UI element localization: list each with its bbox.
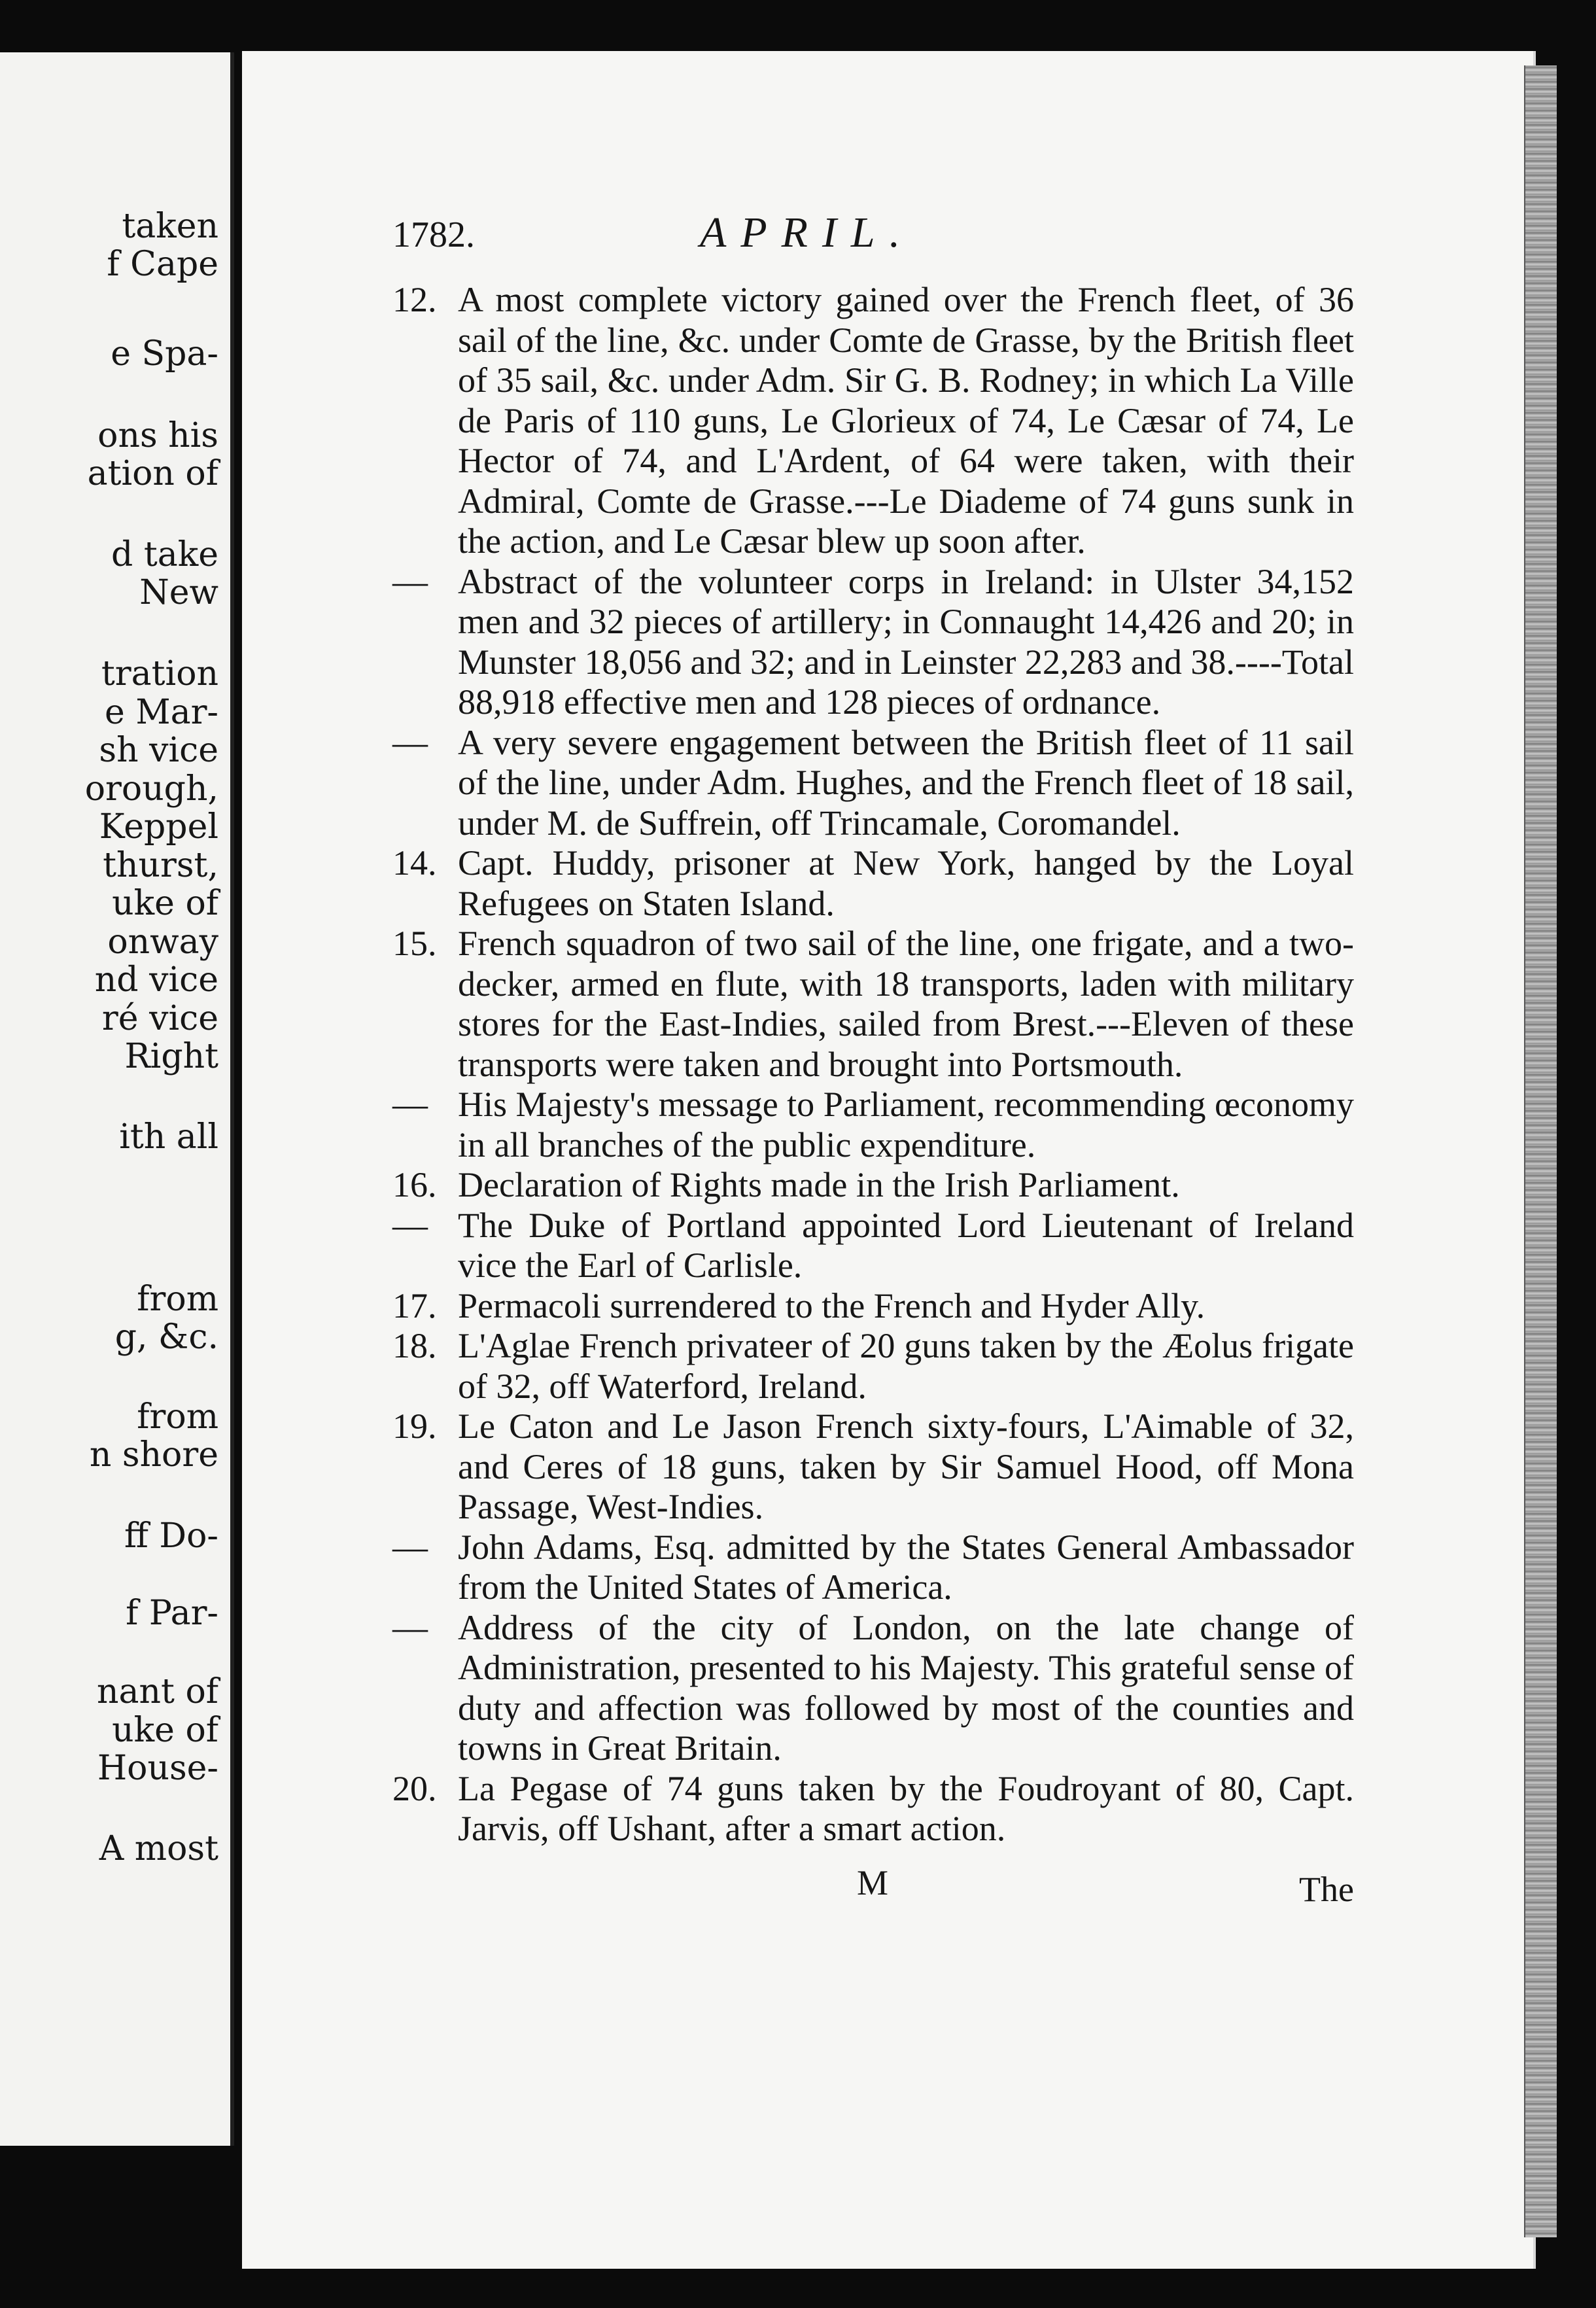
- left-page-fragment: Keppel: [99, 807, 218, 847]
- entry-item: [392, 924, 1354, 1085]
- entry-date: 14.: [392, 843, 437, 883]
- left-page-fragment: ff Do-: [124, 1516, 218, 1556]
- entry-date: —: [392, 1527, 428, 1567]
- left-page-fragment: f Cape: [107, 245, 218, 284]
- entry-text: Permacoli surrendered to the French and Hyder Ally.: [458, 1285, 1206, 1325]
- entry-date: 17.: [392, 1285, 437, 1325]
- left-page-fragment: n shore: [89, 1435, 218, 1475]
- left-page-fragment: g, &c.: [114, 1318, 218, 1357]
- entry-item: [392, 1206, 1354, 1286]
- entry-text: Address of the city of London, on the late change of Administration, presented to his Majesty. This grateful sense of duty and affection was followed by most of the counties and towns in Great Britain.: [458, 1607, 1354, 1768]
- left-page: [0, 52, 234, 2146]
- left-page-fragment: f Par-: [126, 1594, 218, 1633]
- entry-date: 15.: [392, 924, 437, 963]
- left-page-fragment: taken: [122, 207, 218, 246]
- left-page-fragment: d take: [111, 535, 218, 574]
- entry-date: 20.: [392, 1768, 437, 1808]
- left-page-fragment: tration: [101, 654, 218, 693]
- entry-date: —: [392, 722, 428, 762]
- left-page-fragment: from: [137, 1280, 218, 1319]
- entry-item: [392, 1528, 1354, 1608]
- entry-item: [392, 1769, 1354, 1849]
- entry-text: La Pegase of 74 guns taken by the Foudroyant of 80, Capt. Jarvis, off Ushant, after a smart action.: [458, 1768, 1354, 1848]
- entry-text: Declaration of Rights made in the Irish Parliament.: [458, 1165, 1180, 1204]
- entries-list: [392, 280, 1354, 1849]
- entry-item: [392, 1326, 1354, 1407]
- left-page-fragment: uke of: [112, 1711, 218, 1750]
- right-page: [242, 51, 1536, 2269]
- entry-item: [392, 1085, 1354, 1165]
- entry-item: [392, 280, 1354, 562]
- page-year: 1782.: [392, 215, 475, 255]
- entry-text: French squadron of two sail of the line, one frigate, and a two-decker, armed en flute, with 18 transports, laden with military stores for the East-Indies, sailed from Brest.---Eleven of these transports were taken and brought into Portsmouth.: [458, 924, 1354, 1084]
- entry-text: John Adams, Esq. admitted by the States General Ambassador from the United States of America.: [458, 1527, 1354, 1607]
- page-edge: [1524, 65, 1557, 2237]
- page-month: APRIL.: [700, 209, 915, 256]
- entry-item: [392, 1608, 1354, 1769]
- left-page-fragment: from: [137, 1397, 218, 1437]
- catchword: The: [1299, 1869, 1354, 1909]
- entry-date: —: [392, 561, 428, 601]
- left-page-fragment: ation of: [87, 454, 218, 493]
- entry-date: —: [392, 1205, 428, 1245]
- page-content: [392, 208, 1354, 1921]
- left-page-fragment: A most: [99, 1829, 218, 1868]
- left-page-fragment: nant of: [97, 1672, 218, 1711]
- page-header: [392, 208, 1354, 280]
- entry-date: —: [392, 1607, 428, 1647]
- signature-mark: M: [857, 1862, 889, 1902]
- entry-item: [392, 562, 1354, 723]
- left-page-fragment: orough,: [84, 769, 218, 809]
- entry-item: [392, 1165, 1354, 1206]
- left-page-fragment: ith all: [119, 1117, 218, 1157]
- entry-item: [392, 1286, 1354, 1327]
- entry-date: 18.: [392, 1326, 437, 1365]
- entry-text: Abstract of the volunteer corps in Ireland: in Ulster 34,152 men and 32 pieces of artillery; in Connaught 14,426 and 20; in Munster 18,056 and 32; and in Leinster 22,283 and 38.----Total 88,918 effective men and 128 pieces of ordnance.: [458, 561, 1354, 722]
- left-page-fragment: New: [139, 573, 218, 612]
- entry-text: A very severe engagement between the British fleet of 11 sail of the line, under Adm. Hughes, and the French fleet of 18 sail, under M. de Suffrein, off Trincamale, Coromandel.: [458, 722, 1354, 843]
- entry-text: A most complete victory gained over the French fleet, of 36 sail of the line, &c. under Comte de Grasse, by the British fleet of 35 sail, &c. under Adm. Sir G. B. Rodney; in which La Ville de Paris of 110 guns, Le Glorieux of 74, Le Cæsar of 74, Le Hector of 74, and L'Ardent, of 64 were taken, with their Admiral, Comte de Grasse.---Le Diademe of 74 guns sunk in the action, and Le Cæsar blew up soon after.: [458, 280, 1354, 561]
- entry-text: Capt. Huddy, prisoner at New York, hanged by the Loyal Refugees on Staten Island.: [458, 843, 1354, 923]
- entry-item: [392, 1407, 1354, 1528]
- left-page-fragment: thurst,: [103, 846, 218, 885]
- entry-text: Le Caton and Le Jason French sixty-fours, L'Aimable of 32, and Ceres of 18 guns, taken by Sir Samuel Hood, off Mona Passage, West-Indies.: [458, 1407, 1354, 1526]
- left-page-fragment: ons his: [97, 416, 218, 455]
- left-page-fragment: uke of: [112, 884, 218, 923]
- left-page-fragment: ré vice: [101, 999, 218, 1038]
- entry-date: 19.: [392, 1407, 437, 1446]
- left-page-fragment: Right: [124, 1037, 218, 1076]
- left-page-fragment: onway: [107, 922, 218, 962]
- entry-date: 12.: [392, 280, 437, 319]
- left-page-fragment: sh vice: [99, 731, 218, 770]
- left-page-fragment: nd vice: [94, 960, 218, 1000]
- page-footer: [392, 1862, 1354, 1921]
- left-page-fragment: e Mar-: [105, 693, 218, 732]
- entry-text: The Duke of Portland appointed Lord Lieutenant of Ireland vice the Earl of Carlisle.: [458, 1205, 1354, 1285]
- left-page-fragment: House-: [97, 1749, 218, 1788]
- entry-text: L'Aglae French privateer of 20 guns taken by the Æolus frigate of 32, off Waterford, Ireland.: [458, 1326, 1354, 1406]
- left-page-fragment: e Spa-: [111, 334, 218, 374]
- entry-date: 16.: [392, 1165, 437, 1204]
- entry-date: —: [392, 1085, 428, 1124]
- entry-text: His Majesty's message to Parliament, recommending œconomy in all branches of the public expenditure.: [458, 1085, 1354, 1164]
- entry-item: [392, 723, 1354, 844]
- entry-item: [392, 843, 1354, 924]
